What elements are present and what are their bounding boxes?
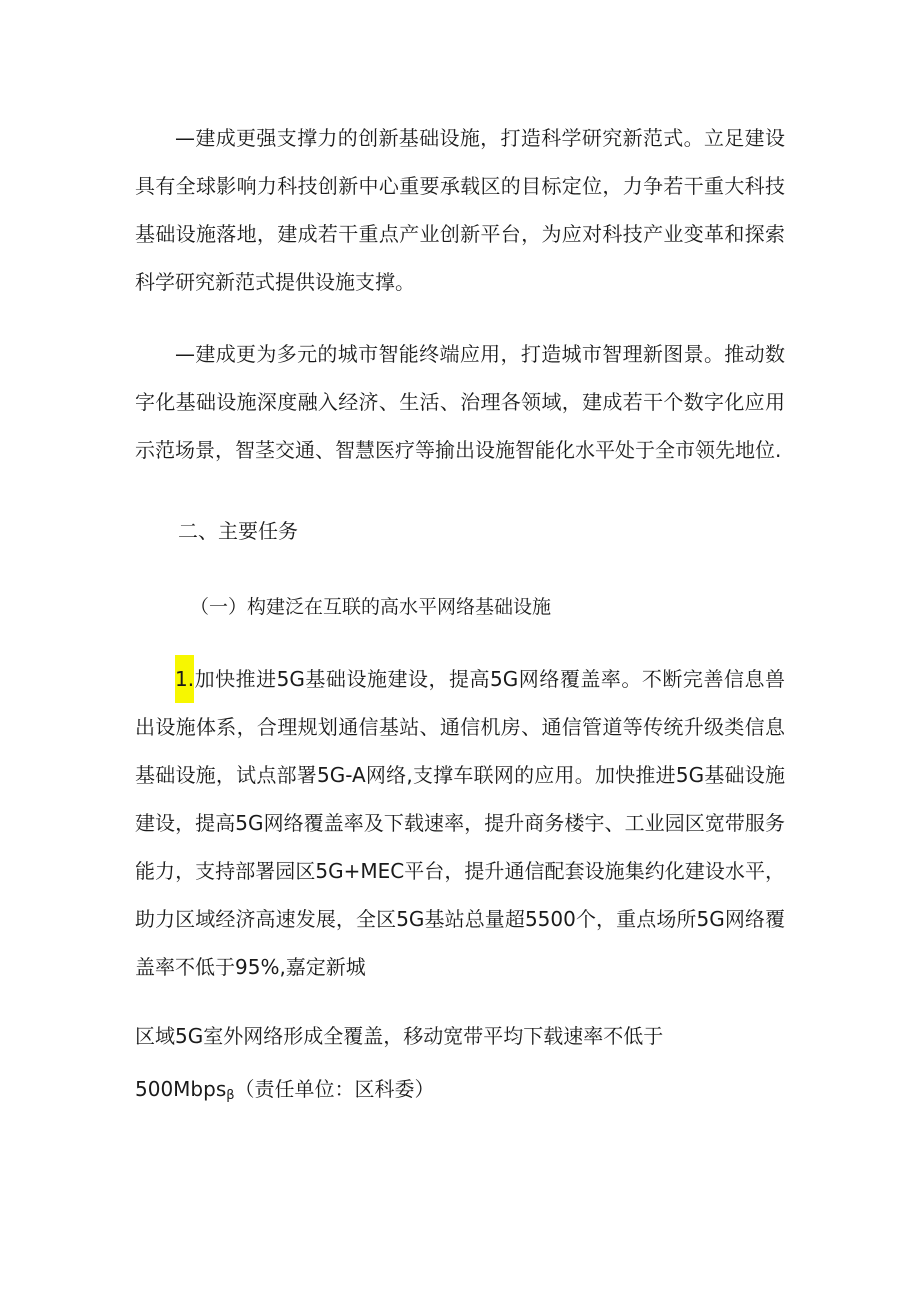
item-paragraph-5g [135,655,785,991]
paragraph-innovation-infrastructure: —建成更强支撑力的创新基础设施，打造科学研究新范式。立足建设具有全球影响力科技创新中心重要承载区的目标定位，力争若干重大科技基础设施落地，建成若干重点产业创新平台，为应对科技产业变革和探索科学研究新范式提供设施支撑。 [135,126,785,294]
paragraph-smart-city-terminals: —建成更为多元的城市智能终端应用，打造城市智理新图景。推动数字化基础设施深度融入经济、生活、治理各领域，建成若干个数字化应用示范场景，智茎交通、智慧医疗等揄出设施智能化水平处于全市领先地位. [135,342,785,462]
responsibility-unit: （责任单位：区科委） [234,1077,435,1101]
subsection-heading: （一）构建泛在互联的高水平网络基础设施 [190,596,552,618]
speed-subscript: β [226,1088,235,1103]
continuation-line: 区域5G室外网络形成全覆盖，移动宽带平均下载速率不低于 [135,1024,664,1048]
last-line [135,1065,785,1120]
highlighted-item-number: 1. [175,655,194,703]
download-speed-value: 500Mbps [135,1077,227,1101]
section-heading: 二、主要任务 [178,519,298,543]
item-text: 加快推进5G基础设施建设，提高5G网络覆盖率。不断完善信息兽出设施体系，合理规划通信基站、通信机房、通信管道等传统升级类信息基础设施，试点部署5G-A网络,支撑车联网的应用。加快推进5G基础设施建设，提高5G网络覆盖率及下载速率，提升商务楼宇、工业园区宽带服务能力，支持部署园区5G+MEC平台，提升通信配套设施集约化建设水平，助力区域经济高速发展，全区5G基站总量超5500个，重点场所5G网络覆盖率不低于95%,嘉定新城 [135,667,785,979]
